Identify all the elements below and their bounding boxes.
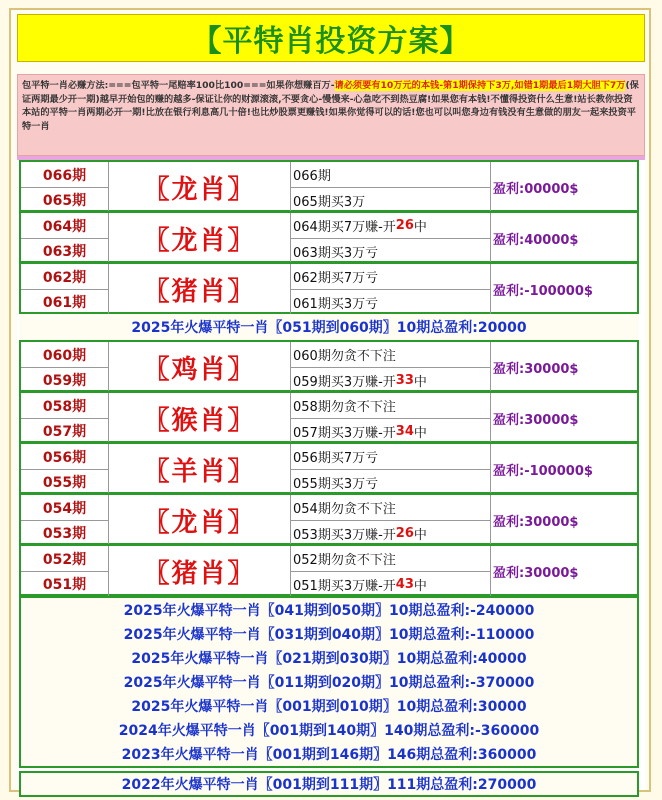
- profit-value: 盈利:00000$: [493, 181, 579, 197]
- bet-note-suffix: 中: [413, 425, 427, 441]
- bet-note: [291, 520, 491, 545]
- history-summary: [19, 596, 639, 768]
- bet-note: [291, 289, 491, 314]
- bet-note-text: 065期买3万: [293, 194, 366, 210]
- results-table: [17, 160, 645, 793]
- profit-value: 盈利:30000$: [493, 514, 579, 530]
- bet-note-text: 057期买3万赚-开: [293, 425, 396, 441]
- bet-note-text: 062期买7万亏: [293, 271, 379, 286]
- zodiac-pick: [109, 546, 291, 596]
- history-row: 2025年火爆平特一肖〖031期到040期〗10期总盈利:-110000: [123, 627, 535, 643]
- bet-note-text: 066期: [293, 169, 331, 184]
- bet-note: [291, 238, 491, 263]
- notice-box: [17, 74, 645, 156]
- period-label: 052期: [21, 546, 109, 571]
- period-label: 053期: [21, 520, 109, 545]
- profit-value: 盈利:-100000$: [493, 463, 593, 479]
- zodiac-pick: [109, 393, 291, 443]
- bet-note-text: 055期买3万亏: [293, 476, 379, 492]
- period-group: [19, 211, 639, 263]
- period-label: 060期: [21, 342, 109, 367]
- zodiac-pick-text: 〖猪肖〗: [143, 276, 256, 307]
- bet-note-suffix: 中: [413, 527, 427, 543]
- period-label: 066期: [21, 162, 109, 187]
- zodiac-pick: [109, 342, 291, 392]
- history-row: 2024年火爆平特一肖〖001期到140期〗140期总盈利:-360000: [118, 723, 540, 739]
- zodiac-pick: [109, 162, 291, 212]
- period-label: 065期: [21, 187, 109, 212]
- bet-note-text: 054期勿贪不下注: [293, 502, 396, 517]
- period-summary: 2025年火爆平特一肖〖051期到060期〗10期总盈利:20000: [19, 314, 639, 340]
- period-group: [19, 544, 639, 596]
- winning-number: 26: [395, 218, 414, 233]
- period-label: 062期: [21, 264, 109, 289]
- history-row: 2025年火爆平特一肖〖011期到020期〗10期总盈利:-370000: [123, 675, 535, 691]
- profit-value: 盈利:-100000$: [493, 283, 593, 299]
- zodiac-pick: [109, 213, 291, 263]
- winning-number: 43: [395, 576, 414, 592]
- zodiac-pick-text: 〖猴肖〗: [143, 405, 256, 436]
- winning-number: 33: [395, 372, 414, 388]
- zodiac-pick: [109, 444, 291, 494]
- notice-highlight: 请必须要有10万元的本钱-第1期保持下3万,如错1期最后1期大胆下7万: [334, 80, 626, 91]
- bet-note-text: 059期买3万赚-开: [293, 374, 396, 390]
- bet-note-text: 060期勿贪不下注: [293, 349, 396, 364]
- bet-note-suffix: 中: [413, 578, 427, 594]
- bet-note-text: 063期买3万亏: [293, 245, 379, 261]
- profit-value: 盈利:30000$: [493, 361, 579, 377]
- period-label: 056期: [21, 444, 109, 469]
- history-row: 2023年火爆平特一肖〖001期到146期〗146期总盈利:360000: [121, 747, 537, 763]
- history-row: 2025年火爆平特一肖〖041期到050期〗10期总盈利:-240000: [123, 603, 535, 619]
- bet-note: [291, 418, 491, 443]
- bet-note-text: 052期勿贪不下注: [293, 553, 396, 568]
- notice-text-2: (保证两期最少开一期)越早开始包的赚的越多-保证让你的财源滚滚,不要贪心-慢慢来-心急吃不到热豆腐!如果您有本钱!不懂得投资什么生意!站长教你投资本站的平特一肖两期必开一期!比放在银行利息高几十倍!也比炒股票更赚钱!如果你觉得可以的话!您也可以叫您身边有钱没有生意做的朋友一起来投资平特一肖: [22, 80, 639, 132]
- period-group: [19, 340, 639, 392]
- bet-note: [291, 162, 491, 187]
- period-label: 054期: [21, 495, 109, 520]
- history-row: 2025年火爆平特一肖〖001期到010期〗10期总盈利:30000: [131, 699, 527, 715]
- profit-value: 盈利:30000$: [493, 565, 579, 581]
- bet-note-text: 051期买3万赚-开: [293, 578, 396, 594]
- bet-note: [291, 187, 491, 212]
- bet-note: [291, 571, 491, 596]
- bet-note: [291, 469, 491, 494]
- zodiac-pick-text: 〖龙肖〗: [143, 225, 256, 256]
- bet-note: [291, 213, 491, 238]
- profit-value: 盈利:30000$: [493, 412, 579, 428]
- bet-note: [291, 546, 491, 571]
- bet-note-text: 061期买3万亏: [293, 296, 379, 312]
- period-group: [19, 160, 639, 212]
- profit-value: 盈利:40000$: [493, 232, 579, 248]
- history-row-final: 2022年火爆平特一肖〖001期到111期〗111期总盈利:270000: [19, 771, 639, 797]
- period-label: 058期: [21, 393, 109, 418]
- period-group: [19, 493, 639, 545]
- bet-note-text: 053期买3万赚-开: [293, 527, 396, 543]
- bet-note-text: 056期买7万亏: [293, 451, 379, 466]
- period-group: [19, 442, 639, 494]
- period-label: 051期: [21, 571, 109, 596]
- period-group: [19, 391, 639, 443]
- bet-note-text: 058期勿贪不下注: [293, 400, 396, 415]
- zodiac-pick-text: 〖鸡肖〗: [143, 354, 256, 385]
- zodiac-pick-text: 〖羊肖〗: [143, 456, 256, 487]
- zodiac-pick-text: 〖猪肖〗: [143, 558, 256, 589]
- bet-note-suffix: 中: [413, 220, 427, 235]
- bet-note: [291, 264, 491, 289]
- bet-note: [291, 342, 491, 367]
- period-group: [19, 262, 639, 314]
- page-title: 【平特肖投资方案】: [17, 14, 645, 62]
- zodiac-pick: [109, 264, 291, 314]
- bet-note: [291, 495, 491, 520]
- bet-note: [291, 444, 491, 469]
- period-label: 064期: [21, 213, 109, 238]
- period-label: 055期: [21, 469, 109, 494]
- bet-note-suffix: 中: [413, 374, 427, 390]
- winning-number: 34: [395, 423, 414, 439]
- period-label: 063期: [21, 238, 109, 263]
- winning-number: 26: [395, 525, 414, 541]
- zodiac-pick: [109, 495, 291, 545]
- period-label: 057期: [21, 418, 109, 443]
- history-row: 2025年火爆平特一肖〖021期到030期〗10期总盈利:40000: [131, 651, 527, 667]
- bet-note: [291, 367, 491, 392]
- period-label: 059期: [21, 367, 109, 392]
- period-label: 061期: [21, 289, 109, 314]
- zodiac-pick-text: 〖龙肖〗: [143, 174, 256, 205]
- notice-text-1: 包平特一肖必赚方法:===包平特一尾赔率100比100===如果你想赚百万-: [22, 80, 335, 91]
- zodiac-pick-text: 〖龙肖〗: [143, 507, 256, 538]
- bet-note: [291, 393, 491, 418]
- bet-note-text: 064期买7万赚-开: [293, 220, 396, 235]
